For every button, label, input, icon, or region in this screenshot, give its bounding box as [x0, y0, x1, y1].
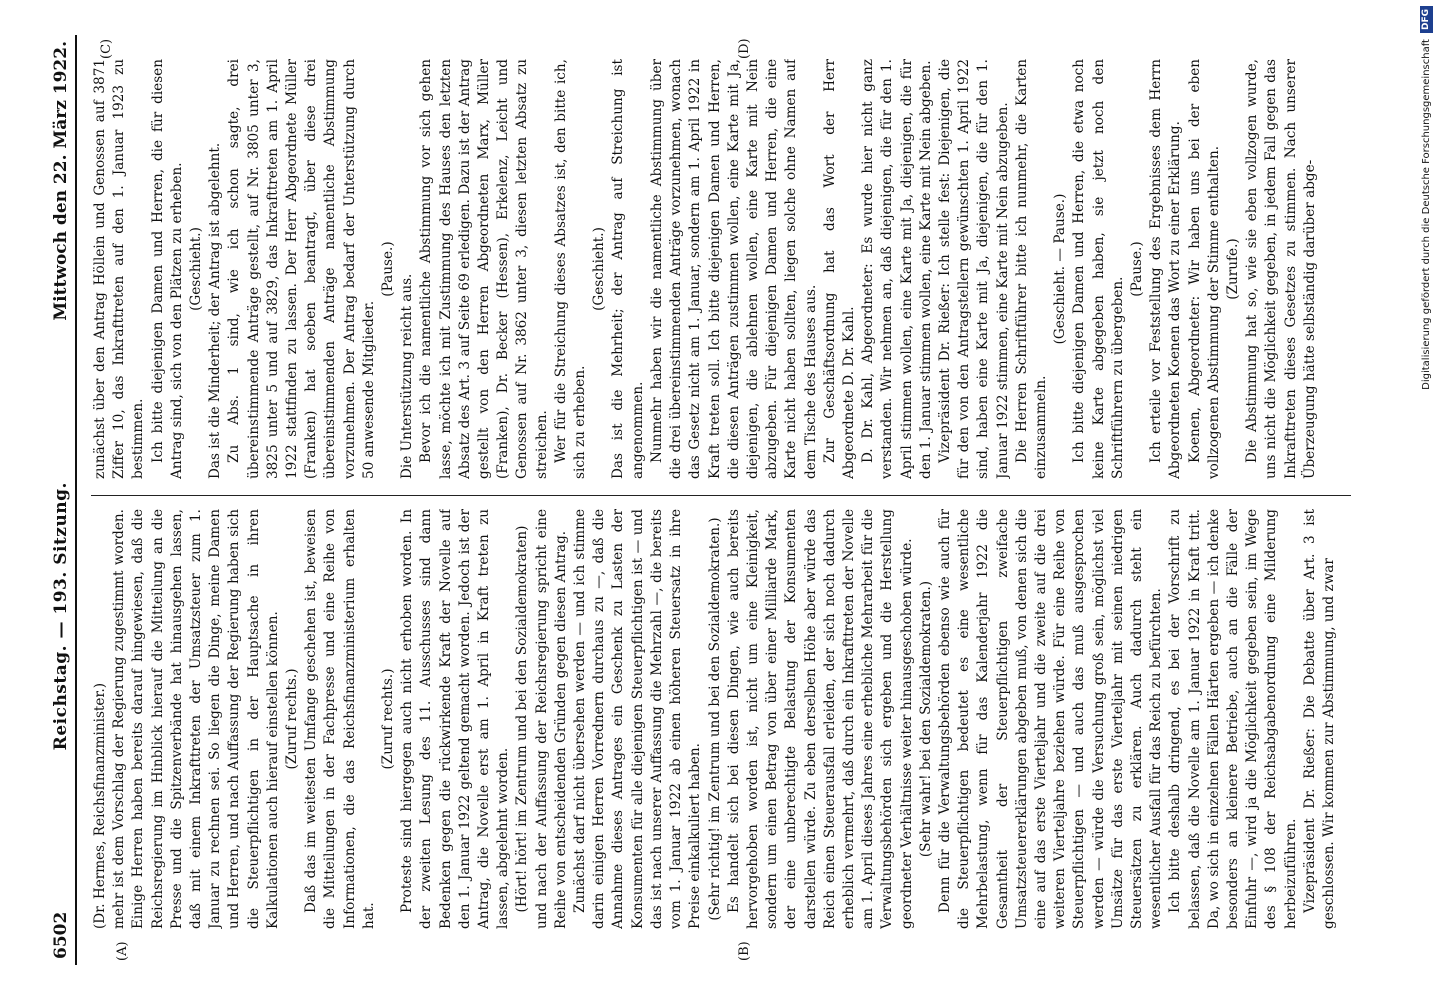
paragraph: zunächst über den Antrag Höllein und Genossen auf 3871 Ziffer 10, das Inkrafttreten auf den 1. Januar 1923 zu bestimmen.: [92, 59, 147, 479]
page-number: 6502: [51, 911, 71, 959]
interjection: (Zuruf rechts.): [284, 668, 301, 770]
paragraph: und nach der Auffassung der Reichsregierung spricht eine Reihe von entscheidenden Gründen gegen diesen Antrag.: [533, 509, 569, 929]
paragraph: (Dr. Hermes, Reichsfinanzminister.): [92, 682, 108, 929]
paragraph: Die Herren Schriftführer bitte ich nunmehr, die Karten einzusammeln.: [1013, 59, 1049, 479]
paragraph: D. Dr. Kahl, Abgeordneter: Es wurde hier nicht ganz verstanden. Wir nehmen an, daß diejenigen, die für den 1. April stimmen wollen, eine Karte mit Ja, diejenigen, die für den 1. Januar stimmen wollen, eine Karte mit Nein abgeben.: [860, 59, 934, 479]
paragraph: Bevor ich die namentliche Abstimmung vor sich gehen lasse, möchte ich mit Zustimmung des Hauses den letzten Absatz des Art. 3 auf Seite 69 erledigen. Dazu ist der Antrag gestellt von den Herren Abgeordneten Marx, Müller (Franken), Dr. Becker (Hessen), Erkelenz, Leicht und Genossen auf Nr. 3862 unter 3, diesen letzten Absatz zu streichen.: [418, 59, 550, 479]
margin-marker-d: (D): [737, 38, 752, 59]
right-column: [91, 59, 1351, 479]
interjection: (Geschieht. — Pause.): [1052, 193, 1069, 345]
paragraph: Ich bitte diejenigen Damen und Herren, die für diesen Antrag sind, sich von den Plätzen zu erheben.: [149, 59, 185, 479]
paragraph: Die Abstimmung hat so, wie sie eben vollzogen wurde, uns nicht die Möglichkeit gegeben, in jedem Fall gegen das Inkrafttreten dieses Gesetzes zu stimmen. Nach unserer Überzeugung hätte selbständig darüber abge-: [1244, 59, 1318, 479]
margin-marker-b: (B): [737, 941, 752, 961]
paragraph: Koenen, Abgeordneter: Wir haben uns bei der eben vollzogenen Abstimmung der Stimme enthalten.: [1186, 59, 1222, 479]
paragraph: Zur Geschäftsordnung hat das Wort der Herr Abgeordnete D. Dr. Kahl.: [821, 59, 857, 479]
paragraph: Proteste sind hiergegen auch nicht erhoben worden. In der zweiten Lesung des 11. Ausschusses sind dann Bedenken gegen die rückwirkende Kraft der Novelle auf den 1. Januar 1922 geltend gemacht worden. Jedoch ist der Antrag, die Novelle erst am 1. April in Kraft treten zu lassen, abgelehnt worden.: [399, 509, 512, 929]
paragraph: Es handelt sich bei diesen Dingen, wie auch bereits hervorgehoben worden ist, nicht um eine Kleinigkeit, sondern um einen Betrag von über einer Milliarde Mark, der eine unberechtigte Belastung der Konsumenten darstellen würde. Zu eben derselben Höhe aber würde das Reich einen Steuerausfall erleiden, der sich noch dadurch erheblich vermehrt, daß durch ein Inkrafttreten der Novelle am 1. April dieses Jahres eine erhebliche Mehrarbeit für die Verwaltungsbehörden sich ergeben und die Herstellung geordneter Verhältnisse weiter hinausgeschoben würde.: [725, 509, 915, 929]
paragraph: Die Unterstützung reicht aus.: [399, 273, 416, 479]
document-page: [37, 35, 1377, 965]
paragraph: Zu Abs. 1 sind, wie ich schon sagte, drei übereinstimmende Anträge gestellt, auf Nr. 3805 unter 3, 3825 unter 5 und auf 3829, das Inkrafttreten am 1. April 1922 stattfinden zu lassen. Der Herr Abgeordnete Müller (Franken) hat soeben beantragt, über diese drei übereinstimmenden Anträge namentliche Abstimmung vorzunehmen. Der Antrag bedarf der Unterstützung durch 50 anwesende Mitglieder.: [226, 59, 377, 479]
paragraph: Ich bitte diejenigen Damen und Herren, die etwa noch keine Karte abgegeben haben, sie jetzt noch den Schriftführern zu übergeben.: [1071, 59, 1126, 479]
paragraph: mehr ist dem Vorschlag der Regierung zugestimmt worden. Einige Herren haben bereits darauf hingewiesen, daß die Reichsregierung im Hinblick hierauf die Mitteilung an die Presse und die Spitzenverbände hat hinausgehen lassen, daß mit einem Inkrafttreten der Umsatzsteuer zum 1. Januar zu rechnen sei. So liegen die Dinge, meine Damen und Herren, und nach Auffassung der Regierung haben sich die Steuerpflichtigen in der Hauptsache in ihren Kalkulationen auch hierauf einstellen können.: [111, 509, 281, 929]
paragraph: Das ist die Mehrheit; der Antrag auf Streichung ist angenommen.: [610, 59, 646, 479]
digitization-text: Digitalisierung gefördert durch die Deutsche Forschungsgemeinschaft: [1420, 39, 1432, 390]
page-date: Mittwoch den 22. März 1922.: [51, 41, 71, 321]
paragraph: Zunächst darf nicht übersehen werden — und ich stimme darin einigen Herren Vorrednern durchaus zu —, daß die Annahme dieses Antrages ein Geschenk zu Lasten der Konsumenten für alle diejenigen Steuerpflichtigen ist — und das ist nach unserer Auffassung die Mehrzahl —, die bereits vom 1. Januar 1922 ab einen höheren Steuersatz in ihre Preise einkalkuliert haben.: [572, 509, 704, 929]
paragraph: Ich erteile vor Feststellung des Ergebnisses dem Herrn Abgeordneten Koenen das Wort zu einer Erklärung.: [1148, 59, 1184, 479]
left-column: [91, 509, 1351, 929]
paragraph: Wer für die Streichung dieses Absatzes ist, den bitte ich, sich zu erheben.: [552, 59, 589, 479]
dfg-logo: DFG: [1420, 6, 1433, 33]
interjection: (Zuruf rechts.): [380, 668, 397, 770]
page-title: Reichstag. — 193. Sitzung.: [51, 482, 71, 751]
digitization-note: [1419, 6, 1433, 606]
margin-marker-a: (A): [115, 941, 130, 961]
page-header: [37, 35, 77, 965]
interjection: (Pause.): [380, 241, 397, 297]
interjection: (Geschieht.): [188, 227, 205, 311]
interjection: (Pause.): [1128, 241, 1145, 297]
interjection: (Hört! hört! im Zentrum und bei den Sozialdemokraten): [514, 525, 531, 913]
interjection: (Sehr richtig! im Zentrum und bei den Sozialdemokraten.): [706, 517, 723, 921]
paragraph: Das ist die Minderheit; der Antrag ist abgelehnt.: [207, 142, 224, 479]
interjection: (Zurufe.): [1224, 238, 1241, 300]
paragraph: Denn für die Verwaltungsbehörden ebenso wie auch für die Steuerpflichtigen bedeutet es eine wesentliche Mehrbelastung, wenn für das Kalenderjahr 1922 die Gesamtheit der Steuerpflichtigen zweifache Umsatzsteuererklärungen abgeben muß, von denen sich die eine auf das erste Vierteljahr und die zweite auf die drei weiteren Vierteljahre beziehen würde. Für eine Reihe von Steuerpflichtigen — und auch das muß ausgesprochen werden — würde die Versuchung groß sein, möglichst viel Umsätze für das erste Vierteljahr mit seinen niedrigen Steuersätzen zu erklären. Auch dadurch steht ein wesentlicher Ausfall für das Reich zu befürchten.: [936, 509, 1165, 929]
paragraph: Ich bitte deshalb dringend, es bei der Vorschrift zu belassen, daß die Novelle am 1. Januar 1922 in Kraft tritt. Da, wo sich in einzelnen Fällen Härten ergeben — ich denke besonders an kleinere Betriebe, auch an die Fälle der Einfuhr —, wird ja die Möglichkeit gegeben sein, im Wege des § 108 der Reichsabgabenordnung eine Milderung herbeizuführen.: [1167, 509, 1299, 929]
column-divider: [91, 495, 1351, 496]
paragraph: Daß das im weitesten Umfange geschehen ist, beweisen die Mitteilungen in der Fachpresse und eine Reihe von Informationen, die das Reichsfinanzministerium erhalten hat.: [303, 509, 377, 929]
paragraph: Vizepräsident Dr. Rießer: Die Debatte über Art. 3 ist geschlossen. Wir kommen zur Abstimmung, und zwar: [1301, 509, 1337, 929]
interjection: (Geschieht.): [591, 227, 608, 311]
paragraph: Vizepräsident Dr. Rießer: Ich stelle fest: Diejenigen, die für den von den Antragstellern gewünschten 1. April 1922 sind, haben eine Karte mit Ja, diejenigen, die für den 1. Januar 1922 stimmen, eine Karte mit Nein abzugeben.: [936, 59, 1011, 479]
margin-marker-c: (C): [99, 38, 114, 59]
paragraph: Nunmehr haben wir die namentliche Abstimmung über die drei übereinstimmenden Anträge vorzunehmen, wonach das Gesetz nicht am 1. Januar, sondern am 1. April 1922 in Kraft treten soll. Ich bitte diejenigen Damen und Herren, die diesen Anträgen zustimmen wollen, eine Karte mit Ja, diejenigen, die ablehnen wollen, eine Karte mit Nein abzugeben. Für diejenigen Damen und Herren, die eine Karte nicht haben sollten, liegen solche ohne Namen auf dem Tische des Hauses aus.: [648, 59, 819, 479]
interjection: (Sehr wahr! bei den Sozialdemokraten.): [917, 580, 934, 858]
